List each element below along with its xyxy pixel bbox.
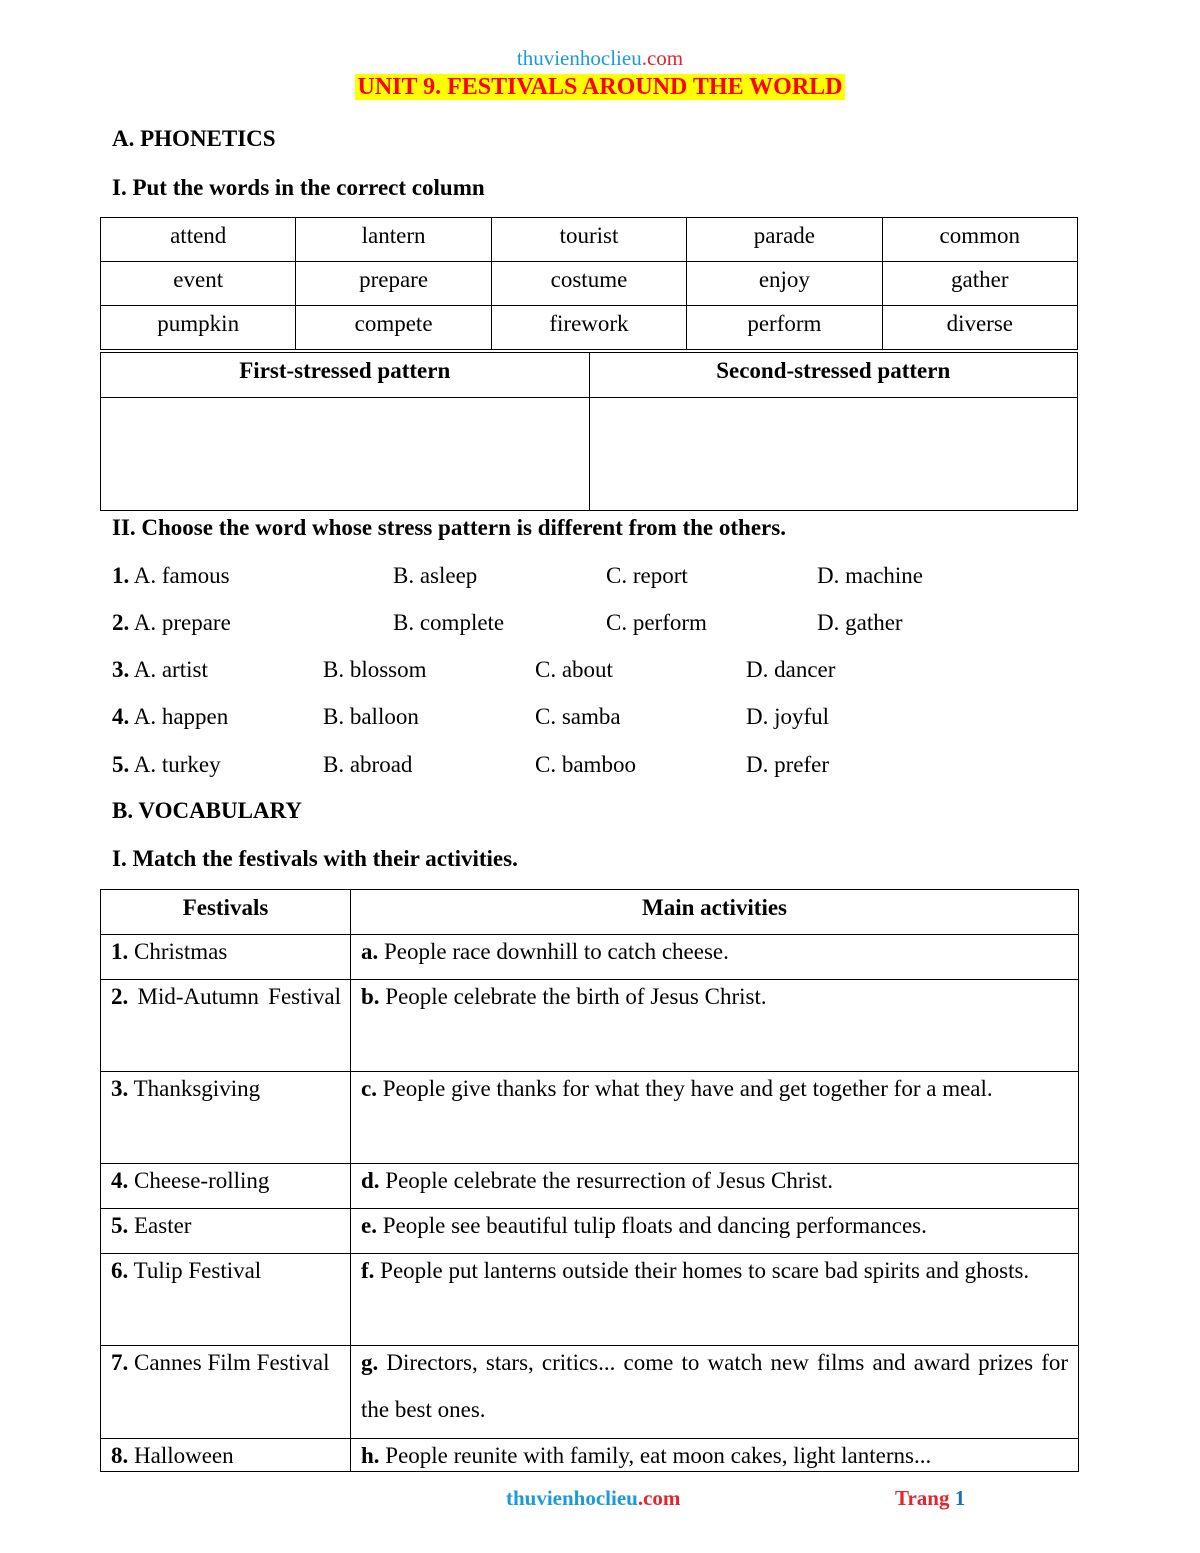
festival-cell <box>101 1346 351 1439</box>
festivals-header: Festivals <box>101 890 351 935</box>
option-b[interactable]: B. complete <box>393 610 505 635</box>
footer-site <box>506 1486 680 1511</box>
footer-site-domain: .com <box>637 1486 681 1510</box>
exercise-b1-heading: I. Match the festivals with their activities. <box>112 846 518 871</box>
page-footer <box>0 1486 1200 1516</box>
word-cell: lantern <box>296 218 491 262</box>
question-row <box>112 704 1072 734</box>
question-row <box>112 752 1072 782</box>
activity-text: People put lanterns outside their homes to scare bad spirits and ghosts. <box>380 1258 1030 1283</box>
festival-name: Mid-Autumn Festival <box>137 984 341 1009</box>
activity-text: People race downhill to catch cheese. <box>384 939 729 964</box>
second-stressed-answer-cell[interactable] <box>589 398 1078 511</box>
word-cell: pumpkin <box>101 306 296 350</box>
section-a-heading: A. PHONETICS <box>112 126 276 151</box>
festival-cell <box>101 1439 351 1472</box>
question-number: 3. <box>112 657 130 682</box>
word-row <box>101 306 1078 350</box>
festival-name: Tulip Festival <box>133 1258 262 1283</box>
festival-cell <box>101 980 351 1072</box>
option-c[interactable]: C. about <box>535 657 613 682</box>
word-cell: parade <box>687 218 882 262</box>
option-d[interactable]: D. prefer <box>746 752 830 777</box>
activity-cell <box>351 1072 1079 1164</box>
option-d[interactable]: D. joyful <box>746 704 830 729</box>
festival-number: 6. <box>111 1258 129 1283</box>
option-a[interactable]: A. famous <box>133 563 230 588</box>
festival-cell <box>101 1072 351 1164</box>
activity-letter: g. <box>361 1350 379 1375</box>
activity-letter: b. <box>361 984 380 1009</box>
festival-name: Cheese-rolling <box>134 1168 270 1193</box>
exercise-a2-heading: II. Choose the word whose stress pattern is different from the others. <box>112 515 786 540</box>
option-c[interactable]: C. perform <box>606 610 707 635</box>
word-cell: event <box>101 262 296 306</box>
question-row <box>112 657 1072 687</box>
option-b[interactable]: B. abroad <box>323 752 413 777</box>
word-cell: tourist <box>491 218 686 262</box>
festival-cell <box>101 1254 351 1346</box>
site-domain: .com <box>641 46 684 70</box>
activity-letter: f. <box>361 1258 375 1283</box>
festival-number: 8. <box>111 1443 129 1468</box>
activity-letter: a. <box>361 939 379 964</box>
site-header <box>0 46 1200 71</box>
option-d[interactable]: D. machine <box>817 563 924 588</box>
table-row <box>101 1439 1079 1472</box>
option-a[interactable]: A. turkey <box>133 752 221 777</box>
page-title <box>0 74 1200 101</box>
question-number: 4. <box>112 704 130 729</box>
word-cell: firework <box>491 306 686 350</box>
page-number: 1 <box>954 1486 966 1510</box>
second-stressed-header: Second-stressed pattern <box>589 353 1078 398</box>
page-label: Trang <box>895 1486 950 1510</box>
festival-number: 3. <box>111 1076 129 1101</box>
activity-text: People celebrate the resurrection of Jesus Christ. <box>385 1168 834 1193</box>
question-number: 1. <box>112 563 130 588</box>
activity-text: People give thanks for what they have and get together for a meal. <box>382 1076 993 1101</box>
option-b[interactable]: B. blossom <box>323 657 427 682</box>
festival-number: 1. <box>111 939 129 964</box>
festival-name: Halloween <box>134 1443 234 1468</box>
festival-number: 2. <box>111 984 129 1009</box>
activity-cell <box>351 1254 1079 1346</box>
festival-name: Thanksgiving <box>133 1076 261 1101</box>
activity-letter: d. <box>361 1168 380 1193</box>
word-cell: common <box>882 218 1077 262</box>
activity-cell <box>351 980 1079 1072</box>
page-indicator <box>895 1486 965 1511</box>
stress-pattern-table <box>100 352 1078 511</box>
activity-text: Directors, stars, critics... come to watch new films and award prizes for the best ones. <box>361 1350 1069 1422</box>
festival-name: Christmas <box>134 939 228 964</box>
activity-cell <box>351 1439 1079 1472</box>
activity-text: People reunite with family, eat moon cakes, light lanterns... <box>385 1443 932 1468</box>
activity-text: People see beautiful tulip floats and dancing performances. <box>382 1213 927 1238</box>
activities-header: Main activities <box>351 890 1079 935</box>
question-row <box>112 610 1072 640</box>
first-stressed-answer-cell[interactable] <box>101 398 590 511</box>
festival-number: 4. <box>111 1168 129 1193</box>
activity-cell <box>351 1346 1079 1439</box>
word-cell: gather <box>882 262 1077 306</box>
option-c[interactable]: C. bamboo <box>535 752 636 777</box>
footer-site-name: thuvienhoclieu <box>506 1486 638 1510</box>
option-a[interactable]: A. prepare <box>133 610 231 635</box>
word-cell: compete <box>296 306 491 350</box>
option-b[interactable]: B. asleep <box>393 563 478 588</box>
question-number: 2. <box>112 610 130 635</box>
word-table <box>100 217 1078 350</box>
word-cell: enjoy <box>687 262 882 306</box>
word-cell: perform <box>687 306 882 350</box>
festival-name: Cannes Film Festival <box>134 1350 330 1375</box>
option-d[interactable]: D. gather <box>817 610 903 635</box>
activity-letter: h. <box>361 1443 380 1468</box>
table-row <box>101 1072 1079 1164</box>
word-cell: costume <box>491 262 686 306</box>
option-b[interactable]: B. balloon <box>323 704 419 729</box>
word-cell: attend <box>101 218 296 262</box>
word-cell: prepare <box>296 262 491 306</box>
site-name: thuvienhoclieu <box>516 46 642 70</box>
option-c[interactable]: C. samba <box>535 704 621 729</box>
activity-letter: c. <box>361 1076 377 1101</box>
question-number: 5. <box>112 752 130 777</box>
festival-number: 5. <box>111 1213 129 1238</box>
exercise-a1-heading: I. Put the words in the correct column <box>112 175 485 200</box>
table-row <box>101 980 1079 1072</box>
activity-text: People celebrate the birth of Jesus Christ. <box>385 984 767 1009</box>
activity-letter: e. <box>361 1213 377 1238</box>
section-b-heading: B. VOCABULARY <box>112 798 302 823</box>
word-row <box>101 218 1078 262</box>
option-d[interactable]: D. dancer <box>746 657 836 682</box>
option-c[interactable]: C. report <box>606 563 688 588</box>
option-a[interactable]: A. artist <box>133 657 208 682</box>
table-row <box>101 1346 1079 1439</box>
first-stressed-header: First-stressed pattern <box>101 353 590 398</box>
festival-number: 7. <box>111 1350 129 1375</box>
festival-name: Easter <box>134 1213 192 1238</box>
word-row <box>101 262 1078 306</box>
word-cell: diverse <box>882 306 1077 350</box>
matching-table <box>100 889 1079 1472</box>
option-a[interactable]: A. happen <box>133 704 229 729</box>
table-row <box>101 1254 1079 1346</box>
page-title-text: UNIT 9. FESTIVALS AROUND THE WORLD <box>357 74 843 100</box>
question-row <box>112 563 1072 593</box>
